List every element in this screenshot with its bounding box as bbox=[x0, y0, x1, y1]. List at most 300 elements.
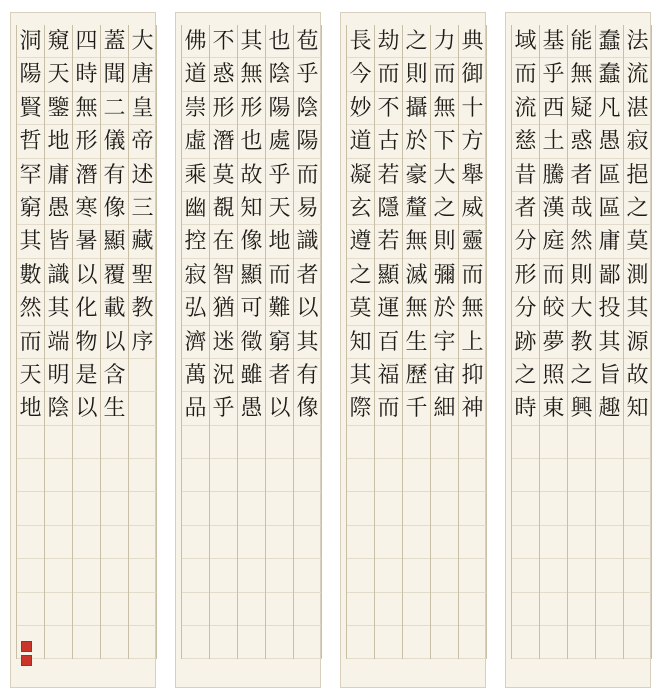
character bbox=[17, 593, 44, 626]
character bbox=[375, 426, 402, 459]
character: 哉 bbox=[568, 192, 595, 225]
character: 鑒 bbox=[45, 92, 72, 125]
character bbox=[624, 426, 651, 459]
character bbox=[459, 492, 486, 525]
character: 照 bbox=[540, 359, 567, 392]
character: 幽 bbox=[182, 192, 209, 225]
character: 顯 bbox=[375, 259, 402, 292]
character bbox=[238, 426, 265, 459]
character: 識 bbox=[45, 259, 72, 292]
character bbox=[568, 526, 595, 559]
character bbox=[347, 526, 374, 559]
character bbox=[596, 459, 623, 492]
character: 陽 bbox=[266, 92, 293, 125]
character bbox=[210, 559, 237, 592]
character: 在 bbox=[210, 225, 237, 258]
character: 東 bbox=[540, 392, 567, 425]
character: 於 bbox=[431, 292, 458, 325]
character: 窮 bbox=[266, 326, 293, 359]
character: 形 bbox=[210, 92, 237, 125]
character bbox=[129, 526, 156, 559]
character bbox=[347, 593, 374, 626]
character: 劫 bbox=[375, 25, 402, 58]
character: 古 bbox=[375, 125, 402, 158]
character: 以 bbox=[101, 326, 128, 359]
character: 百 bbox=[375, 326, 402, 359]
character bbox=[101, 492, 128, 525]
character: 端 bbox=[45, 326, 72, 359]
character: 其 bbox=[17, 225, 44, 258]
character: 猶 bbox=[210, 292, 237, 325]
text-column bbox=[374, 25, 402, 659]
character: 序 bbox=[129, 326, 156, 359]
character bbox=[512, 459, 539, 492]
character: 故 bbox=[238, 159, 265, 192]
character bbox=[266, 559, 293, 592]
character: 弘 bbox=[182, 292, 209, 325]
character bbox=[129, 559, 156, 592]
character: 虛 bbox=[182, 125, 209, 158]
character: 知 bbox=[238, 192, 265, 225]
character: 濟 bbox=[182, 326, 209, 359]
character: 陰 bbox=[294, 92, 321, 125]
text-column bbox=[346, 25, 374, 659]
character: 以 bbox=[73, 392, 100, 425]
character: 基 bbox=[540, 25, 567, 58]
character: 知 bbox=[347, 326, 374, 359]
character bbox=[403, 459, 430, 492]
character: 靈 bbox=[459, 225, 486, 258]
character bbox=[596, 492, 623, 525]
character: 難 bbox=[266, 292, 293, 325]
character bbox=[129, 593, 156, 626]
character bbox=[294, 459, 321, 492]
character: 雖 bbox=[238, 359, 265, 392]
character bbox=[129, 492, 156, 525]
character bbox=[624, 559, 651, 592]
character: 寂 bbox=[624, 125, 651, 158]
character bbox=[129, 392, 156, 425]
character bbox=[512, 426, 539, 459]
character: 地 bbox=[266, 225, 293, 258]
character: 其 bbox=[596, 326, 623, 359]
character: 御 bbox=[459, 58, 486, 91]
character: 無 bbox=[73, 92, 100, 125]
character: 之 bbox=[431, 192, 458, 225]
character: 凡 bbox=[596, 92, 623, 125]
character: 典 bbox=[459, 25, 486, 58]
character: 細 bbox=[431, 392, 458, 425]
character bbox=[403, 526, 430, 559]
character: 無 bbox=[568, 58, 595, 91]
text-column bbox=[539, 25, 567, 659]
character: 者 bbox=[266, 359, 293, 392]
character: 蓋 bbox=[101, 25, 128, 58]
character: 品 bbox=[182, 392, 209, 425]
character: 愚 bbox=[596, 125, 623, 158]
character: 萬 bbox=[182, 359, 209, 392]
character: 流 bbox=[512, 92, 539, 125]
character bbox=[375, 459, 402, 492]
character: 陽 bbox=[17, 58, 44, 91]
character: 若 bbox=[375, 225, 402, 258]
character bbox=[45, 426, 72, 459]
character: 以 bbox=[294, 292, 321, 325]
character: 陰 bbox=[45, 392, 72, 425]
character bbox=[431, 593, 458, 626]
character: 昔 bbox=[512, 159, 539, 192]
text-column bbox=[100, 25, 128, 659]
character: 教 bbox=[129, 292, 156, 325]
character: 騰 bbox=[540, 159, 567, 192]
character: 況 bbox=[210, 359, 237, 392]
character: 無 bbox=[238, 58, 265, 91]
character bbox=[459, 426, 486, 459]
character bbox=[294, 559, 321, 592]
character: 二 bbox=[101, 92, 128, 125]
character bbox=[568, 492, 595, 525]
character bbox=[210, 526, 237, 559]
character: 佛 bbox=[182, 25, 209, 58]
character: 跡 bbox=[512, 326, 539, 359]
character bbox=[431, 492, 458, 525]
character: 天 bbox=[266, 192, 293, 225]
character: 流 bbox=[624, 58, 651, 91]
character: 教 bbox=[568, 326, 595, 359]
character bbox=[375, 593, 402, 626]
character: 形 bbox=[512, 259, 539, 292]
character: 而 bbox=[17, 326, 44, 359]
character bbox=[431, 559, 458, 592]
character: 徵 bbox=[238, 326, 265, 359]
character bbox=[17, 492, 44, 525]
character bbox=[266, 526, 293, 559]
character bbox=[568, 626, 595, 659]
character bbox=[459, 559, 486, 592]
character: 千 bbox=[403, 392, 430, 425]
character: 聖 bbox=[129, 259, 156, 292]
character: 下 bbox=[431, 125, 458, 158]
character: 分 bbox=[512, 292, 539, 325]
character bbox=[45, 626, 72, 659]
character: 而 bbox=[375, 392, 402, 425]
character: 無 bbox=[431, 92, 458, 125]
character: 乎 bbox=[210, 392, 237, 425]
character: 三 bbox=[129, 192, 156, 225]
character bbox=[540, 559, 567, 592]
character: 其 bbox=[294, 326, 321, 359]
character: 法 bbox=[624, 25, 651, 58]
character bbox=[45, 559, 72, 592]
character: 蠢 bbox=[596, 25, 623, 58]
character: 力 bbox=[431, 25, 458, 58]
seal-stamp bbox=[21, 641, 32, 652]
character: 投 bbox=[596, 292, 623, 325]
character bbox=[431, 626, 458, 659]
character bbox=[238, 626, 265, 659]
character bbox=[182, 593, 209, 626]
character bbox=[294, 593, 321, 626]
text-column bbox=[402, 25, 430, 659]
character bbox=[403, 492, 430, 525]
character: 皇 bbox=[129, 92, 156, 125]
character: 神 bbox=[459, 392, 486, 425]
character: 玄 bbox=[347, 192, 374, 225]
character: 罕 bbox=[17, 159, 44, 192]
character: 然 bbox=[17, 292, 44, 325]
character bbox=[266, 626, 293, 659]
character bbox=[347, 626, 374, 659]
character bbox=[294, 426, 321, 459]
character: 方 bbox=[459, 125, 486, 158]
character bbox=[347, 559, 374, 592]
text-column bbox=[237, 25, 265, 659]
character bbox=[403, 426, 430, 459]
character bbox=[266, 459, 293, 492]
character bbox=[459, 626, 486, 659]
character: 也 bbox=[266, 25, 293, 58]
character: 儀 bbox=[101, 125, 128, 158]
character bbox=[459, 593, 486, 626]
character: 妙 bbox=[347, 92, 374, 125]
character: 乘 bbox=[182, 159, 209, 192]
character bbox=[624, 593, 651, 626]
character: 能 bbox=[568, 25, 595, 58]
character: 覩 bbox=[210, 192, 237, 225]
character bbox=[17, 459, 44, 492]
character: 其 bbox=[45, 292, 72, 325]
character bbox=[266, 426, 293, 459]
scroll-panel-1 bbox=[505, 12, 651, 688]
character bbox=[238, 459, 265, 492]
character bbox=[73, 526, 100, 559]
character: 數 bbox=[17, 259, 44, 292]
character: 以 bbox=[73, 259, 100, 292]
character: 明 bbox=[45, 359, 72, 392]
character: 彌 bbox=[431, 259, 458, 292]
character bbox=[459, 526, 486, 559]
character: 之 bbox=[568, 359, 595, 392]
character bbox=[182, 426, 209, 459]
character: 旨 bbox=[596, 359, 623, 392]
character bbox=[568, 426, 595, 459]
character: 帝 bbox=[129, 125, 156, 158]
text-column bbox=[181, 25, 209, 659]
character bbox=[540, 459, 567, 492]
character: 像 bbox=[238, 225, 265, 258]
character bbox=[596, 593, 623, 626]
character bbox=[238, 559, 265, 592]
character: 興 bbox=[568, 392, 595, 425]
character: 挹 bbox=[624, 159, 651, 192]
character: 抑 bbox=[459, 359, 486, 392]
scroll-panel-3 bbox=[175, 12, 321, 688]
character: 窺 bbox=[45, 25, 72, 58]
character: 滅 bbox=[403, 259, 430, 292]
character: 不 bbox=[375, 92, 402, 125]
character: 庸 bbox=[596, 225, 623, 258]
character bbox=[17, 526, 44, 559]
character: 易 bbox=[294, 192, 321, 225]
character: 唐 bbox=[129, 58, 156, 91]
character bbox=[294, 492, 321, 525]
character: 威 bbox=[459, 192, 486, 225]
character bbox=[375, 526, 402, 559]
character: 莫 bbox=[624, 225, 651, 258]
character: 無 bbox=[403, 292, 430, 325]
character: 而 bbox=[266, 259, 293, 292]
character bbox=[73, 492, 100, 525]
character: 惑 bbox=[568, 125, 595, 158]
character bbox=[17, 426, 44, 459]
character: 有 bbox=[294, 359, 321, 392]
character: 而 bbox=[512, 58, 539, 91]
character: 生 bbox=[101, 392, 128, 425]
character bbox=[540, 626, 567, 659]
character: 暑 bbox=[73, 225, 100, 258]
text-column bbox=[458, 25, 487, 659]
character bbox=[45, 492, 72, 525]
character: 舉 bbox=[459, 159, 486, 192]
character bbox=[182, 626, 209, 659]
text-column bbox=[595, 25, 623, 659]
character: 若 bbox=[375, 159, 402, 192]
character bbox=[403, 593, 430, 626]
character: 之 bbox=[512, 359, 539, 392]
character: 寂 bbox=[182, 259, 209, 292]
character: 識 bbox=[294, 225, 321, 258]
character: 於 bbox=[403, 125, 430, 158]
character: 地 bbox=[17, 392, 44, 425]
character: 際 bbox=[347, 392, 374, 425]
character: 攝 bbox=[403, 92, 430, 125]
text-column bbox=[430, 25, 458, 659]
character bbox=[129, 626, 156, 659]
character: 區 bbox=[596, 159, 623, 192]
character bbox=[512, 626, 539, 659]
character: 今 bbox=[347, 58, 374, 91]
character bbox=[512, 492, 539, 525]
character: 道 bbox=[182, 58, 209, 91]
character bbox=[540, 426, 567, 459]
character: 而 bbox=[294, 159, 321, 192]
character bbox=[101, 559, 128, 592]
character bbox=[73, 559, 100, 592]
character: 皆 bbox=[45, 225, 72, 258]
character bbox=[512, 593, 539, 626]
seal-stamp bbox=[21, 655, 32, 666]
character: 莫 bbox=[347, 292, 374, 325]
character: 乎 bbox=[294, 58, 321, 91]
character bbox=[210, 626, 237, 659]
character: 庭 bbox=[540, 225, 567, 258]
character bbox=[45, 459, 72, 492]
text-column bbox=[623, 25, 652, 659]
character bbox=[101, 459, 128, 492]
column-grid bbox=[181, 25, 322, 659]
scroll-panel-4 bbox=[10, 12, 156, 688]
scroll-panel-2 bbox=[340, 12, 486, 688]
character bbox=[347, 492, 374, 525]
character: 生 bbox=[403, 326, 430, 359]
character: 以 bbox=[266, 392, 293, 425]
character: 有 bbox=[101, 159, 128, 192]
character: 藏 bbox=[129, 225, 156, 258]
character: 也 bbox=[238, 125, 265, 158]
character: 源 bbox=[624, 326, 651, 359]
character: 覆 bbox=[101, 259, 128, 292]
character bbox=[266, 593, 293, 626]
character: 上 bbox=[459, 326, 486, 359]
character: 崇 bbox=[182, 92, 209, 125]
character: 控 bbox=[182, 225, 209, 258]
character bbox=[540, 492, 567, 525]
character bbox=[294, 526, 321, 559]
text-column bbox=[16, 25, 44, 659]
character bbox=[129, 426, 156, 459]
character bbox=[403, 559, 430, 592]
text-column bbox=[44, 25, 72, 659]
character: 而 bbox=[431, 58, 458, 91]
character: 宇 bbox=[431, 326, 458, 359]
character: 大 bbox=[129, 25, 156, 58]
character bbox=[624, 626, 651, 659]
character: 凝 bbox=[347, 159, 374, 192]
character: 無 bbox=[403, 225, 430, 258]
character: 迷 bbox=[210, 326, 237, 359]
character bbox=[73, 459, 100, 492]
character bbox=[129, 459, 156, 492]
character: 疑 bbox=[568, 92, 595, 125]
character: 處 bbox=[266, 125, 293, 158]
character bbox=[17, 559, 44, 592]
character: 化 bbox=[73, 292, 100, 325]
character: 潛 bbox=[210, 125, 237, 158]
character bbox=[266, 492, 293, 525]
text-column bbox=[293, 25, 322, 659]
character: 隱 bbox=[375, 192, 402, 225]
character bbox=[45, 526, 72, 559]
character: 遵 bbox=[347, 225, 374, 258]
character: 西 bbox=[540, 92, 567, 125]
character bbox=[540, 593, 567, 626]
character bbox=[596, 626, 623, 659]
character: 夢 bbox=[540, 326, 567, 359]
character bbox=[73, 626, 100, 659]
character bbox=[238, 526, 265, 559]
character: 潛 bbox=[73, 159, 100, 192]
character bbox=[568, 593, 595, 626]
character: 運 bbox=[375, 292, 402, 325]
character: 而 bbox=[540, 259, 567, 292]
character bbox=[238, 492, 265, 525]
character: 地 bbox=[45, 125, 72, 158]
character: 時 bbox=[73, 58, 100, 91]
character bbox=[101, 426, 128, 459]
character: 福 bbox=[375, 359, 402, 392]
character: 鄙 bbox=[596, 259, 623, 292]
character: 慈 bbox=[512, 125, 539, 158]
character: 形 bbox=[238, 92, 265, 125]
character: 寒 bbox=[73, 192, 100, 225]
character: 故 bbox=[624, 359, 651, 392]
character: 釐 bbox=[403, 192, 430, 225]
character: 無 bbox=[459, 292, 486, 325]
character bbox=[45, 593, 72, 626]
character: 智 bbox=[210, 259, 237, 292]
character bbox=[375, 492, 402, 525]
character: 顯 bbox=[238, 259, 265, 292]
